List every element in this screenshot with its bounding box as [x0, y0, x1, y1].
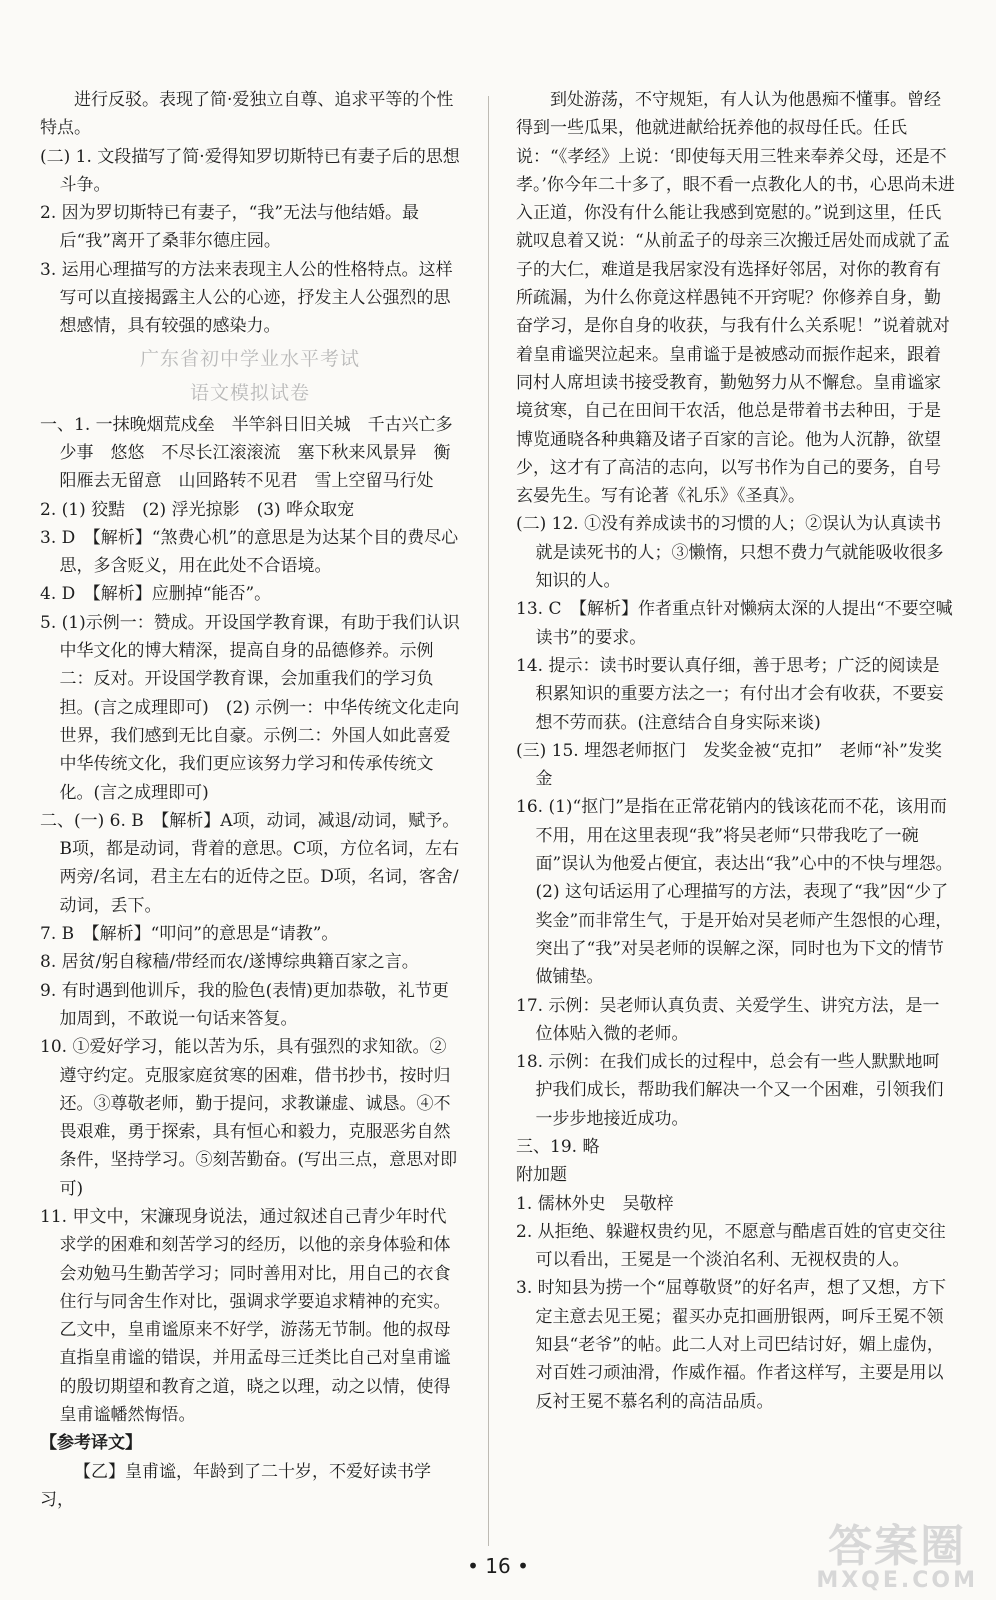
answer-item: 14. 提示：读书时要认真仔细，善于思考；广泛的阅读是积累知识的重要方法之一；有付出才会有收获，不要妄想不劳而获。(注意结合自身实际来谈): [516, 655, 944, 733]
answer-item: 2. 因为罗切斯特已有妻子，“我”无法与他结婚。最后“我”离开了桑菲尔德庄园。: [40, 203, 420, 252]
answer-item: 17. 示例：吴老师认真负责、关爱学生、讲究方法，是一位体贴入微的老师。: [516, 995, 940, 1044]
answer-item: 2. (1) 狡黠 (2) 浮光掠影 (3) 哗众取宠: [40, 499, 355, 520]
right-column: [516, 86, 962, 1416]
watermark-url: MXQE.COM: [816, 1568, 978, 1593]
answer-item: 二、(一) 6. B 【解析】A项，动词，减退/动词，赋予。B项，都是动词，背着的意思。C项，方位名词，左右两旁/名词，君主左右的近侍之臣。D项，名词，客舍/动词，丢下。: [40, 810, 460, 916]
answer-block-part1: [40, 86, 460, 341]
answer-item: (二) 1. 文段描写了简·爱得知罗切斯特已有妻子后的思想斗争。: [40, 146, 460, 195]
answer-item: (二) 12. ①没有养成读书的习惯的人；②误认为认真读书就是读死书的人；③懒惰，只想不费力气就能吸收很多知识的人。: [516, 514, 944, 592]
answer-item: 8. 居贫/躬自稼穑/带经而农/遂博综典籍百家之言。: [40, 952, 419, 973]
left-column: [40, 86, 460, 1514]
answer-block-part2: [40, 411, 460, 1430]
answer-item: 三、19. 略: [516, 1136, 600, 1157]
column-divider: [488, 96, 489, 1546]
answer-item: 9. 有时遇到他训斥，我的脸色(表情)更加恭敬，礼节更加周到，不敢说一句话来答复。: [40, 980, 449, 1029]
answer-item: 5. (1)示例一：赞成。开设国学教育课，有助于我们认识中华文化的博大精深，提高自身的品德修养。示例二：反对。开设国学教育课，会加重我们的学习负担。(言之成理即可) (2) 示例一：中华传统文化走向世界，我们感到无比自豪。示例二：外国人如此喜爱中华传统文化，我们更应该努力学习和传承传统文化。(言之成理即可): [40, 612, 460, 803]
translation-continued: 到处游荡，不守规矩，有人认为他愚痴不懂事。曾经得到一些瓜果，他就进献给抚养他的叔母任氏。任氏说：“《孝经》上说：‘即使每天用三牲来奉养父母，还是不孝。’你今年二十多了，眼不看一点教化人的书，心思尚未进入正道，你没有什么能让我感到宽慰的。”说到这里，任氏就叹息着又说：“从前孟子的母亲三次搬迁居处而成就了孟子的大仁，难道是我居家没有选择好邻居，对你的教育有所疏漏，为什么你竟这样愚钝不开窍呢？你修养自身，勤奋学习，是你自身的收获，与我有什么关系呢！”说着就对着皇甫谧哭泣起来。皇甫谧于是被感动而振作起来，跟着同村人席坦读书接受教育，勤勉努力从不懈怠。皇甫谧家境贫寒，自己在田间干农活，他总是带着书去种田，于是博览通晓各种典籍及诸子百家的言论。他为人沉静，欲望少，这才有了高洁的志向，以写书作为自己的要务，自号玄晏先生。写有论著《礼乐》《圣真》。: [516, 90, 955, 507]
answer-item: 1. 儒林外史 吴敬梓: [516, 1193, 674, 1214]
answer-item: 进行反驳。表现了简·爱独立自尊、追求平等的个性特点。: [40, 90, 454, 139]
watermark-logo-text: 答案圈: [828, 1521, 967, 1572]
answer-item: 3. 运用心理描写的方法来表现主人公的性格特点。这样写可以直接揭露主人公的心迹，抒发主人公强烈的思想感情，具有较强的感染力。: [40, 259, 453, 337]
answer-item: (三) 15. 埋怨老师抠门 发奖金被“克扣” 老师“补”发奖金: [516, 740, 942, 790]
answer-block-part3: [516, 510, 962, 1416]
answer-item: 3. 时知县为捞一个“屈尊敬贤”的好名声，想了又想，方下定主意去见王冕；翟买办克扣画册银两，呵斥王冕不领知县“老爷”的帖。此二人对上司巴结讨好，媚上虚伪，对百姓刁顽油滑，作威作福。作者这样写，主要是用以反衬王冕不慕名利的高洁品质。: [516, 1278, 947, 1412]
exam-title: 广东省初中学业水平考试: [139, 347, 360, 370]
answer-item: 18. 示例：在我们成长的过程中，总会有一些人默默地呵护我们成长，帮助我们解决一个又一个困难，引领我们一步步地接近成功。: [516, 1052, 944, 1129]
answer-item: 13. C 【解析】作者重点针对懒病太深的人提出“不要空喊读书”的要求。: [516, 599, 953, 648]
answer-item: 10. ①爱好学习，能以苦为乐，具有强烈的求知欲。②遵守约定。克服家庭贫寒的困难，借书抄书，按时归还。③尊敬老师，勤于提问，求教谦虚、诚恳。④不畏艰难，勇于探索，具有恒心和毅力，克服恶劣自然条件，坚持学习。⑤刻苦勤奋。(写出三点，意思对即可): [40, 1037, 458, 1199]
answer-item: 4. D 【解析】应删掉“能否”。: [40, 584, 272, 605]
answer-item: 16. (1)“抠门”是指在正常花销内的钱该花而不花，该用而不用，用在这里表现“我”将吴老师“只带我吃了一碗面”误认为他爱占便宜，表达出“我”心中的不快与埋怨。 (2) 这句话运用了心理描写的方法，表现了“我”因“少了奖金”而非常生气，于是开始对吴老师产生怨恨的心理，突出了“我”对吴老师的误解之深，同时也为下文的情节做铺垫。: [516, 797, 962, 988]
page-number: • 16 •: [467, 1554, 529, 1578]
exam-subtitle: 语文模拟试卷: [189, 381, 310, 404]
reference-translation-label: 【参考译文】: [40, 1433, 142, 1454]
translation-start: 【乙】皇甫谧，年龄到了二十岁，不爱好读书学习，: [40, 1461, 431, 1510]
answer-item: 11. 甲文中，宋濂现身说法，通过叙述自己青少年时代求学的困难和刻苦学习的经历，以他的亲身体验和体会劝勉马生勤苦学习；同时善用对比，用自己的衣食住行与同舍生作对比，强调求学要追求精神的充实。乙文中，皇甫谧原来不好学，游荡无节制。他的叔母直指皇甫谧的错误，并用孟母三迁类比自己对皇甫谧的殷切期望和教育之道，晓之以理，动之以情，使得皇甫谧幡然悔悟。: [40, 1206, 451, 1426]
answer-item: 3. D 【解析】“煞费心机”的意思是为达某个目的费尽心思，多含贬义，用在此处不合语境。: [40, 527, 459, 577]
answer-item: 2. 从拒绝、躲避权贵约见，不愿意与酷虐百姓的官吏交往可以看出，王冕是一个淡泊名利、无视权贵的人。: [516, 1221, 946, 1271]
answer-item: 附加题: [516, 1165, 567, 1186]
answer-item: 一、1. 一抹晚烟荒戍垒 半竿斜日旧关城 千古兴亡多少事 悠悠 不尽长江滚滚流 塞下秋来风景异 衡阳雁去无留意 山回路转不见君 雪上空留马行处: [40, 414, 453, 492]
site-watermark: [816, 1521, 978, 1593]
answer-item: 7. B 【解析】“叩问”的意思是“请教”。: [40, 924, 339, 945]
